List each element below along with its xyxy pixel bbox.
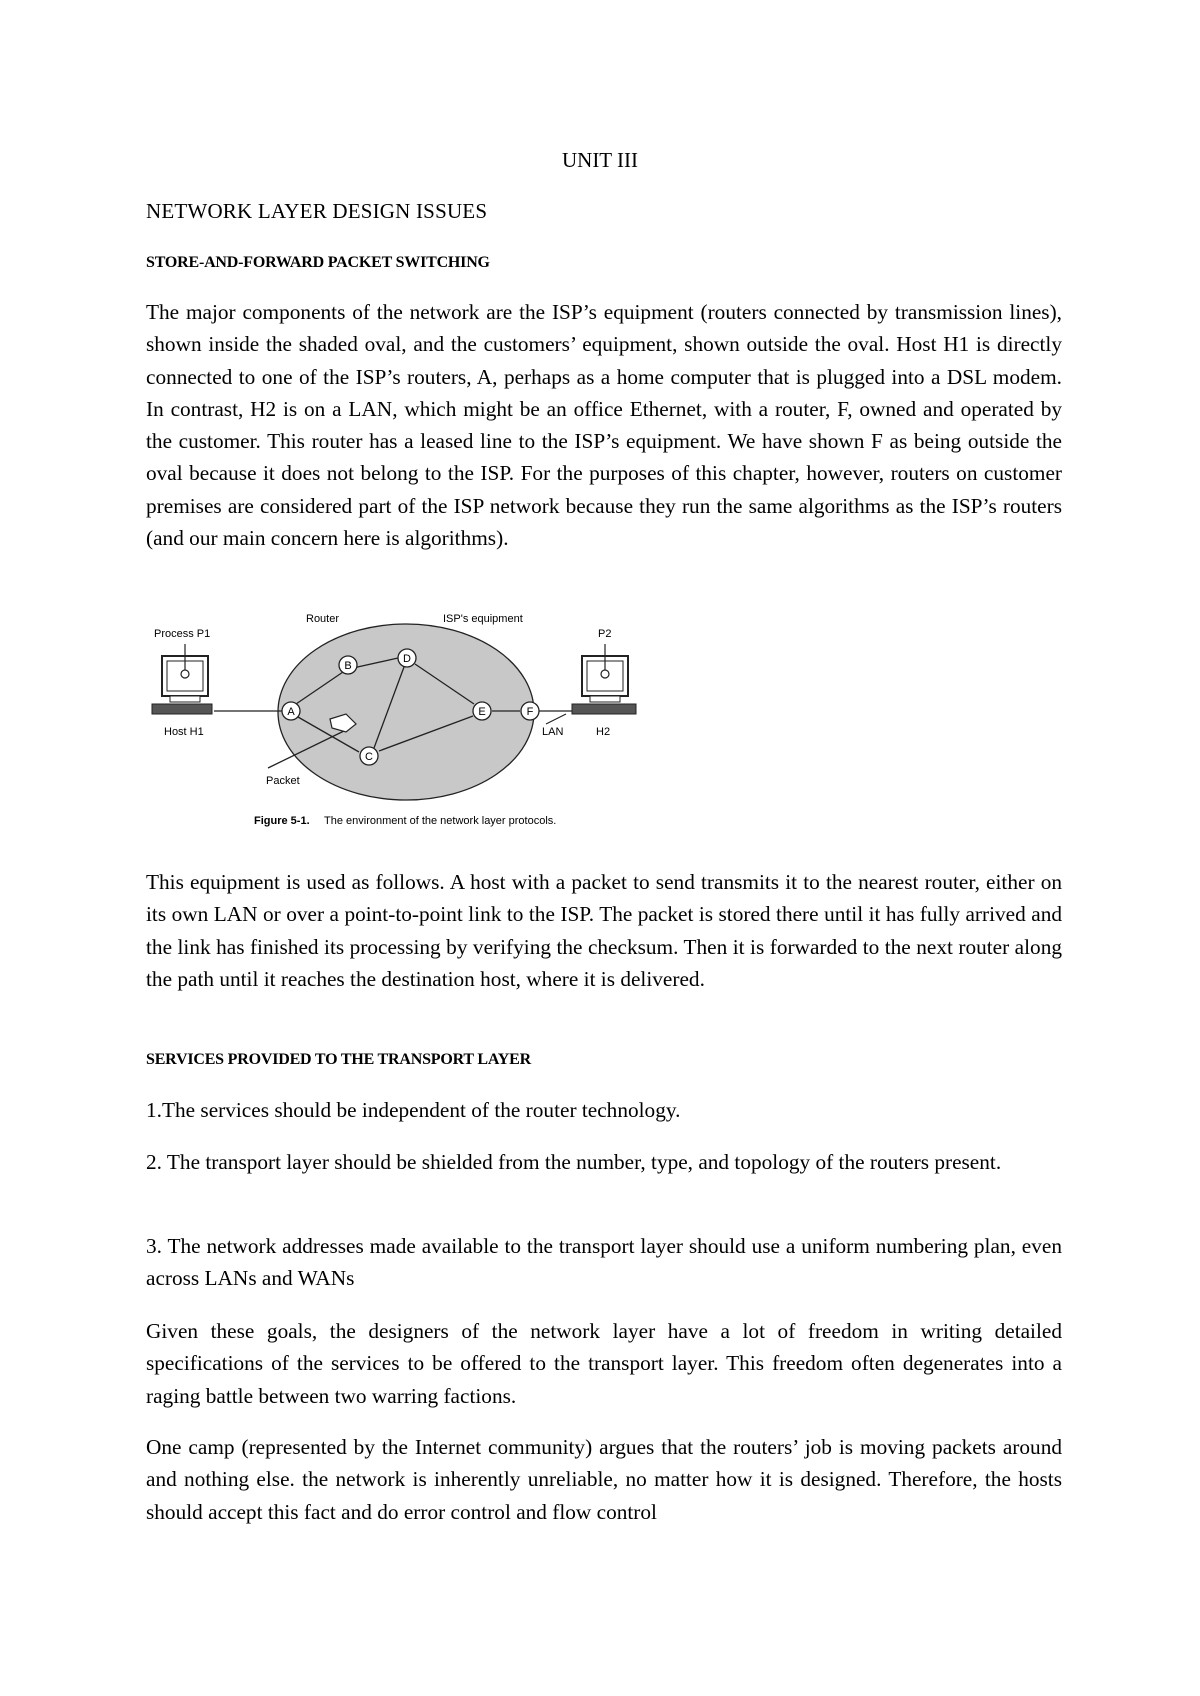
label-process-p1: Process P1: [154, 628, 211, 640]
svg-text:C: C: [365, 751, 373, 763]
host-h2-computer-icon: [572, 644, 636, 714]
paragraph-1: The major components of the network are the ISP’s equipment (routers connected by transmission lines), shown inside the shaded oval, and the customers’ equipment, shown outside the oval. Host H1 is directly connected to one of the ISP’s routers, A, perhaps as a home computer that is plugged into a DSL modem. In contrast, H2 is on a LAN, which might be an office Ethernet, with a router, F, owned and operated by the customer. This router has a leased line to the ISP’s equipment. We have shown F as being outside the oval because it does not belong to the ISP. For the purposes of this chapter, however, routers on customer premises are considered part of the ISP network because they run the same algorithms as the ISP’s routers (and our main concern here is algorithms).: [146, 300, 1062, 551]
node-b: [339, 656, 357, 674]
label-lan: LAN: [542, 726, 564, 738]
svg-text:E: E: [478, 706, 486, 718]
figure-caption-number: Figure 5-1.: [254, 815, 310, 827]
unit-title: UNIT III: [561, 148, 638, 172]
lan-pointer: [546, 714, 566, 724]
paragraph-4: One camp (represented by the Internet community) argues that the routers’ job is moving packets around and nothing else. the network is inherently unreliable, no matter how it is designed. Therefore, the hosts should accept this fact and do error control and flow control: [146, 1435, 1062, 1524]
list-item-2: 2. The transport layer should be shielded from the number, type, and topology of the routers present.: [146, 1150, 1002, 1174]
svg-text:A: A: [287, 706, 295, 718]
node-a: [282, 702, 300, 720]
subheading-services: SERVICES PROVIDED TO THE TRANSPORT LAYER: [146, 1051, 531, 1068]
label-isp-equipment: ISP's equipment: [443, 613, 523, 625]
svg-text:D: D: [403, 653, 411, 665]
node-f: [521, 702, 539, 720]
subheading-store-and-forward: STORE-AND-FORWARD PACKET SWITCHING: [146, 254, 490, 271]
node-c: [360, 747, 378, 765]
node-e: [473, 702, 491, 720]
label-h2: H2: [596, 726, 611, 738]
label-router: Router: [306, 613, 340, 625]
host-h1-computer-icon: [152, 644, 212, 714]
paragraph-2: This equipment is used as follows. A host with a packet to send transmits it to the nearest router, either on its own LAN or over a point-to-point link to the ISP. The packet is stored there until it has fully arrived and the link has finished its processing by verifying the checksum. Then it is forwarded to the next router along the path until it reaches the destination host, where it is delivered.: [146, 870, 1062, 991]
svg-text:B: B: [344, 660, 352, 672]
label-host-h1: Host H1: [164, 726, 204, 738]
figure-caption-text: The environment of the network layer protocols.: [324, 815, 557, 827]
list-item-1: 1.The services should be independent of the router technology.: [146, 1098, 681, 1122]
node-d: [398, 649, 416, 667]
section-heading: NETWORK LAYER DESIGN ISSUES: [146, 199, 488, 223]
network-diagram: [146, 600, 706, 840]
paragraph-3: Given these goals, the designers of the network layer have a lot of freedom in writing detailed specifications of the services to be offered to the transport layer. This freedom often degenerates into a raging battle between two warring factions.: [146, 1319, 1062, 1408]
svg-text:F: F: [526, 706, 534, 718]
label-p2: P2: [598, 628, 612, 640]
list-item-3: 3. The network addresses made available to the transport layer should use a uniform numbering plan, even across LANs and WANs: [146, 1234, 1062, 1291]
label-packet: Packet: [266, 775, 300, 787]
